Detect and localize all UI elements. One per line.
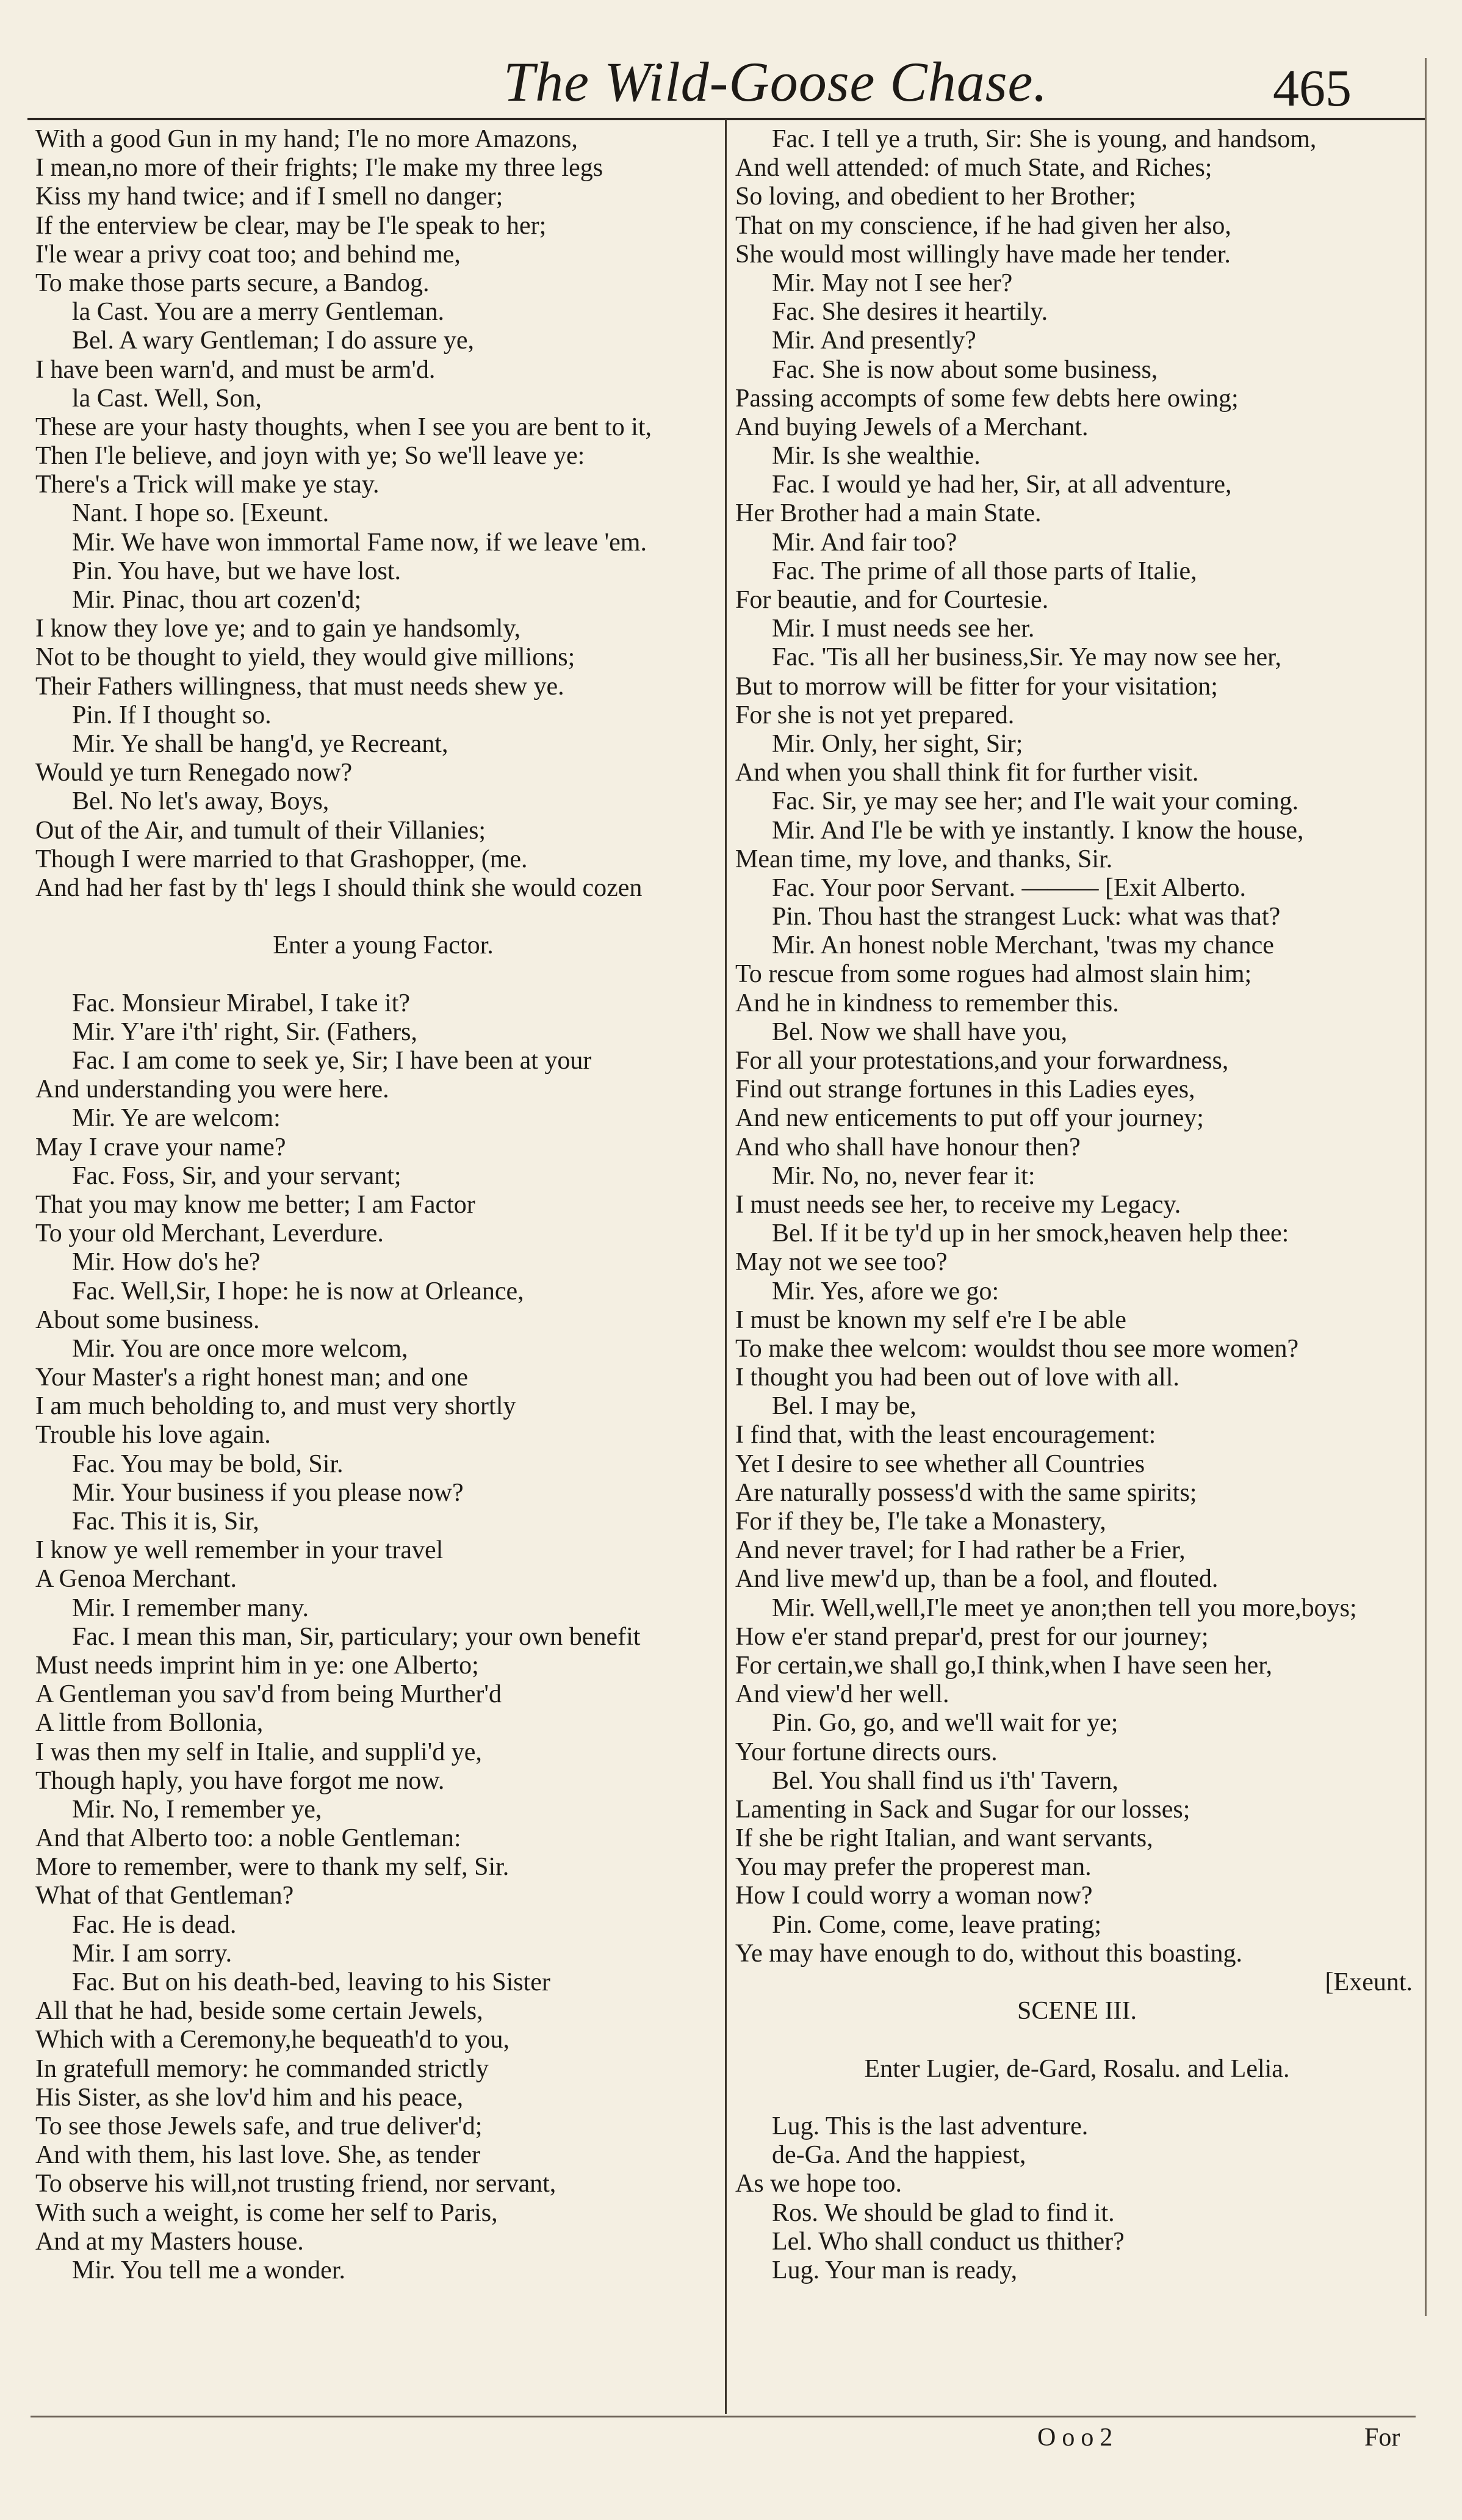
text-line: Lamenting in Sack and Sugar for our losses; (735, 1795, 1190, 1824)
text-line: And who shall have honour then? (735, 1133, 1081, 1161)
text-line: May I crave your name? (35, 1133, 286, 1161)
text-line: To make thee welcom: wouldst thou see more women? (735, 1334, 1299, 1363)
text-line: And understanding you were here. (35, 1075, 389, 1104)
text-line: SCENE III. (1017, 1997, 1137, 2026)
text-line: That on my conscience, if he had given her also, (735, 211, 1231, 240)
text-line: Find out strange fortunes in this Ladies eyes, (735, 1075, 1195, 1104)
text-line: Mir. Is she wealthie. (772, 442, 981, 471)
text-line: For beautie, and for Courtesie. (735, 586, 1049, 614)
text-line: And live mew'd up, than be a fool, and flouted. (735, 1565, 1219, 1594)
text-line: To your old Merchant, Leverdure. (35, 1219, 384, 1248)
text-line: Mir. And I'le be with ye instantly. I know the house, (772, 816, 1304, 845)
text-line: What of that Gentleman? (35, 1882, 294, 1910)
text-line: Fac. The prime of all those parts of Italie, (772, 557, 1197, 585)
text-line: Mir. No, I remember ye, (72, 1795, 322, 1824)
text-line: For if they be, I'le take a Monastery, (735, 1507, 1106, 1536)
text-line: To rescue from some rogues had almost slain him; (735, 960, 1252, 989)
text-line (735, 2084, 1419, 2112)
text-line: Fac. You may be bold, Sir. (72, 1450, 344, 1478)
text-line: la Cast. Well, Son, (72, 384, 262, 413)
text-line: Mir. And fair too? (772, 528, 957, 557)
text-line: I know ye well remember in your travel (35, 1536, 444, 1565)
text-line: Fac. Monsieur Mirabel, I take it? (72, 989, 410, 1017)
text-line: Her Brother had a main State. (735, 499, 1042, 528)
text-line: Mir. Ye shall be hang'd, ye Recreant, (72, 729, 448, 758)
text-line: If the enterview be clear, may be I'le speak to her; (35, 211, 547, 240)
text-line: Mir. May not I see her? (772, 269, 1013, 297)
page-number: 465 (1273, 59, 1352, 117)
text-line: A little from Bollonia, (35, 1709, 264, 1738)
running-header (27, 46, 1425, 120)
text-line: Mir. No, no, never fear it: (772, 1161, 1035, 1190)
text-line: Bel. If it be ty'd up in her smock,heaven help thee: (772, 1219, 1289, 1248)
text-line: Fac. I would ye had her, Sir, at all adventure, (772, 471, 1232, 499)
text-line (735, 2026, 1419, 2054)
text-line: Mir. I am sorry. (72, 1939, 232, 1968)
text-line: Mir. And presently? (772, 327, 976, 355)
text-line: Mir. Well,well,I'le meet ye anon;then tell you more,boys; (772, 1594, 1357, 1622)
text-line: Mir. Only, her sight, Sir; (772, 729, 1023, 758)
text-line: Bel. You shall find us i'th' Tavern, (772, 1766, 1118, 1795)
text-line: How e'er stand prepar'd, prest for our journey; (735, 1622, 1209, 1651)
text-line: So loving, and obedient to her Brother; (735, 182, 1136, 211)
text-line: Fac. This it is, Sir, (72, 1507, 259, 1536)
text-line: Your Master's a right honest man; and one (35, 1363, 469, 1392)
text-line (35, 903, 731, 931)
text-line: Mir. You tell me a wonder. (72, 2256, 345, 2284)
text-line: She would most willingly have made her tender. (735, 240, 1231, 269)
text-line: I find that, with the least encouragement: (735, 1421, 1156, 1450)
text-line: With a good Gun in my hand; I'le no more Amazons, (35, 125, 578, 153)
text-line: Their Fathers willingness, that must needs shew ye. (35, 672, 564, 701)
text-line: Bel. A wary Gentleman; I do assure ye, (72, 327, 474, 355)
text-line: Yet I desire to see whether all Countries (735, 1450, 1145, 1478)
text-line: Fac. Well,Sir, I hope: he is now at Orleance, (72, 1277, 524, 1305)
text-line: Then I'le believe, and joyn with ye; So we'll leave ye: (35, 442, 585, 471)
text-line: And that Alberto too: a noble Gentleman: (35, 1824, 461, 1853)
text-line: I mean,no more of their frights; I'le make my three legs (35, 154, 603, 182)
text-line: I must be known my self e're I be able (735, 1305, 1126, 1334)
text-line: Mir. I must needs see her. (772, 615, 1035, 643)
text-line: Passing accompts of some few debts here owing; (735, 384, 1239, 413)
right-border-rule (1425, 58, 1427, 2316)
text-line: Your fortune directs ours. (735, 1738, 998, 1766)
text-line: And he in kindness to remember this. (735, 989, 1119, 1017)
text-line: la Cast. You are a merry Gentleman. (72, 298, 445, 327)
text-line: How I could worry a woman now? (735, 1882, 1093, 1910)
text-line: Fac. But on his death-bed, leaving to his Sister (72, 1968, 550, 1996)
text-line: I thought you had been out of love with all. (735, 1363, 1179, 1392)
text-line: A Genoa Merchant. (35, 1565, 237, 1594)
text-line: Bel. No let's away, Boys, (72, 787, 329, 816)
text-line: Fac. Your poor Servant. ——— [Exit Alberto. (772, 873, 1246, 902)
text-line: Mir. Yes, afore we go: (772, 1277, 999, 1305)
text-line: Fac. She is now about some business, (772, 355, 1158, 384)
text-line: Mir. I remember many. (72, 1594, 309, 1622)
text-line: Pin. If I thought so. (72, 701, 272, 729)
catchword: For (1364, 2424, 1400, 2452)
text-line: Lug. Your man is ready, (772, 2256, 1018, 2284)
text-line: Fac. I am come to seek ye, Sir; I have been at your (72, 1047, 592, 1075)
text-line: Out of the Air, and tumult of their Villanies; (35, 816, 486, 845)
text-line: Fac. Foss, Sir, and your servant; (72, 1161, 402, 1190)
text-line: Fac. I tell ye a truth, Sir: She is young, and handsom, (772, 125, 1317, 153)
text-line: Pin. You have, but we have lost. (72, 557, 401, 585)
text-line: Enter Lugier, de-Gard, Rosalu. and Lelia. (864, 2054, 1290, 2083)
text-line: With such a weight, is come her self to Paris, (35, 2198, 498, 2227)
text-line: And new enticements to put off your journey; (735, 1104, 1204, 1133)
text-line: [Exeunt. (1325, 1968, 1413, 1996)
text-line: Fac. Sir, ye may see her; and I'le wait your coming. (772, 787, 1299, 816)
text-line: Pin. Come, come, leave prating; (772, 1910, 1102, 1939)
text-line: As we hope too. (735, 2170, 902, 2198)
text-line: Fac. 'Tis all her business,Sir. Ye may now see her, (772, 643, 1281, 672)
left-column (35, 125, 731, 2285)
text-line: Mir. How do's he? (72, 1248, 261, 1277)
text-line: And well attended: of much State, and Riches; (735, 154, 1212, 182)
column-divider (725, 119, 727, 2414)
text-line: I must needs see her, to receive my Legacy. (735, 1190, 1181, 1219)
text-line: A Gentleman you sav'd from being Murther'd (35, 1680, 502, 1709)
text-line: Mir. Pinac, thou art cozen'd; (72, 586, 362, 614)
text-line: And never travel; for I had rather be a Frier, (735, 1536, 1186, 1565)
text-line: And at my Masters house. (35, 2227, 304, 2256)
text-line: If she be right Italian, and want servants, (735, 1824, 1153, 1853)
text-line: Fac. She desires it heartily. (772, 298, 1048, 327)
text-line: In gratefull memory: he commanded strictly (35, 2054, 489, 2083)
text-line: That you may know me better; I am Factor (35, 1190, 475, 1219)
text-line: And when you shall think fit for further visit. (735, 759, 1199, 787)
text-line: Fac. He is dead. (72, 1910, 237, 1939)
text-line: About some business. (35, 1305, 260, 1334)
text-line: For certain,we shall go,I think,when I have seen her, (735, 1651, 1273, 1680)
signature-mark: Ooo2 (1037, 2424, 1119, 2452)
text-line: Mir. We have won immortal Fame now, if we leave 'em. (72, 528, 647, 557)
text-line: Ye may have enough to do, without this boasting. (735, 1939, 1243, 1968)
text-line: Lug. This is the last adventure. (772, 2112, 1089, 2140)
text-line: His Sister, as she lov'd him and his peace, (35, 2083, 464, 2112)
text-line: Though I were married to that Grashopper, (me. (35, 845, 528, 873)
text-line: And buying Jewels of a Merchant. (735, 413, 1089, 441)
text-line: Enter a young Factor. (273, 931, 494, 960)
text-line: Must needs imprint him in ye: one Alberto; (35, 1651, 479, 1680)
text-line: And had her fast by th' legs I should think she would cozen (35, 873, 643, 902)
text-line: For all your protestations,and your forwardness, (735, 1047, 1229, 1075)
text-line: Lel. Who shall conduct us thither? (772, 2227, 1125, 2256)
text-line: Mean time, my love, and thanks, Sir. (735, 845, 1113, 873)
text-line: de-Ga. And the happiest, (772, 2141, 1026, 2170)
text-line: I am much beholding to, and must very shortly (35, 1392, 516, 1421)
text-line: Trouble his love again. (35, 1421, 271, 1450)
text-line: To make those parts secure, a Bandog. (35, 269, 430, 297)
text-line: I'le wear a privy coat too; and behind me, (35, 240, 461, 269)
text-line: Kiss my hand twice; and if I smell no danger; (35, 182, 503, 211)
text-line: I was then my self in Italie, and suppli'd ye, (35, 1738, 482, 1766)
text-line: Mir. An honest noble Merchant, 'twas my chance (772, 931, 1274, 960)
text-line: Mir. You are once more welcom, (72, 1334, 408, 1363)
footer-rule (31, 2416, 1416, 2417)
text-line: Bel. Now we shall have you, (772, 1017, 1068, 1046)
text-line: Nant. I hope so. [Exeunt. (72, 499, 329, 528)
text-line: And view'd her well. (735, 1680, 949, 1709)
text-line: To see those Jewels safe, and true deliver'd; (35, 2112, 483, 2140)
text-line: There's a Trick will make ye stay. (35, 471, 380, 499)
text-line (35, 960, 731, 989)
text-line: Mir. Your business if you please now? (72, 1478, 464, 1507)
running-title: The Wild-Goose Chase. (503, 51, 1048, 113)
text-line: And with them, his last love. She, as tender (35, 2141, 481, 2170)
text-line: But to morrow will be fitter for your visitation; (735, 672, 1218, 701)
text-line: Pin. Thou hast the strangest Luck: what was that? (772, 903, 1281, 931)
text-line: Though haply, you have forgot me now. (35, 1766, 445, 1795)
text-line: Are naturally possess'd with the same spirits; (735, 1478, 1197, 1507)
text-line: Bel. I may be, (772, 1392, 916, 1421)
text-line: Which with a Ceremony,he bequeath'd to you, (35, 2026, 510, 2054)
text-line: Pin. Go, go, and we'll wait for ye; (772, 1709, 1118, 1738)
text-line: For she is not yet prepared. (735, 701, 1015, 729)
text-line: May not we see too? (735, 1248, 948, 1277)
text-line: To observe his will,not trusting friend, nor servant, (35, 2170, 556, 2198)
text-line: I have been warn'd, and must be arm'd. (35, 355, 436, 384)
text-line: Ros. We should be glad to find it. (772, 2198, 1115, 2227)
text-line: I know they love ye; and to gain ye handsomly, (35, 615, 521, 643)
right-column (735, 125, 1419, 2285)
text-line: These are your hasty thoughts, when I see you are bent to it, (35, 413, 652, 441)
text-line: Fac. I mean this man, Sir, particulary; your own benefit (72, 1622, 641, 1651)
text-line: All that he had, beside some certain Jewels, (35, 1997, 483, 2026)
text-line: Not to be thought to yield, they would give millions; (35, 643, 575, 672)
text-line: Would ye turn Renegado now? (35, 759, 353, 787)
text-line: You may prefer the properest man. (735, 1853, 1092, 1882)
text-line: More to remember, were to thank my self, Sir. (35, 1853, 510, 1882)
text-line: Mir. Ye are welcom: (72, 1104, 281, 1133)
text-line: Mir. Y'are i'th' right, Sir. (Fathers, (72, 1017, 417, 1046)
